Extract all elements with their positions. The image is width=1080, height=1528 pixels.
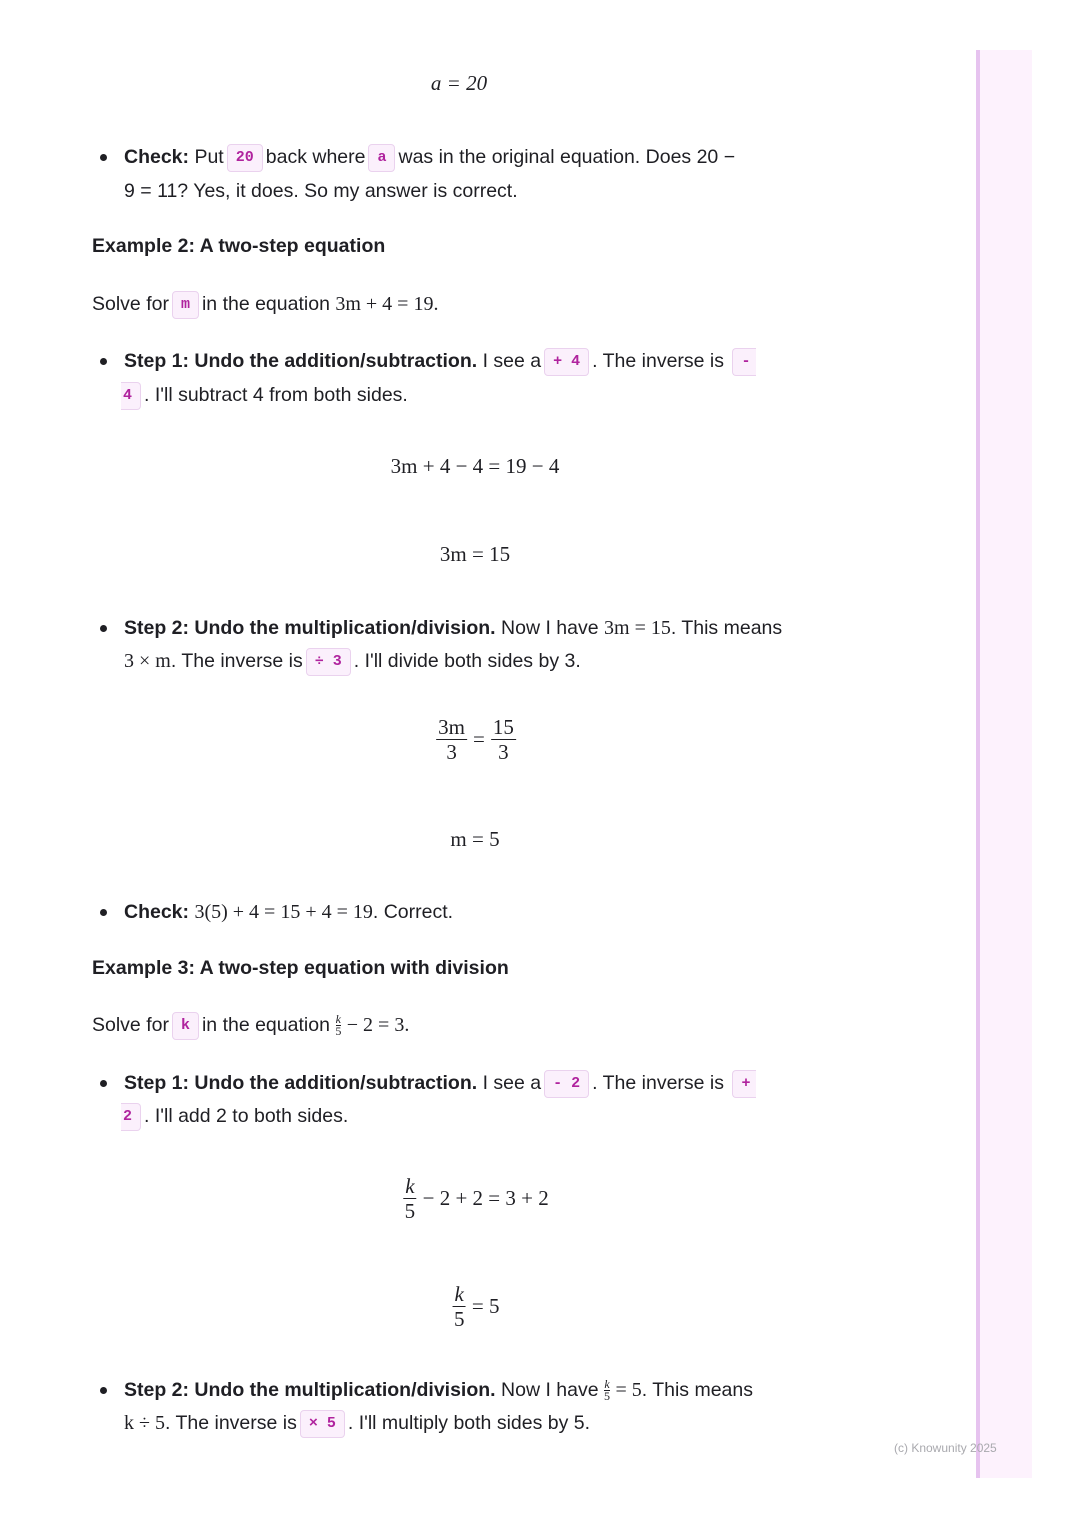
inline-fraction (335, 1014, 341, 1037)
step-label: Step 1: Undo the addition/subtraction. (124, 350, 478, 372)
ex2-check (124, 897, 453, 927)
fraction (491, 715, 516, 764)
math: − 2 = 3. (346, 1014, 410, 1036)
equals: = (473, 727, 485, 751)
text: . Correct. (372, 901, 454, 923)
math: 3m = 15 (604, 617, 671, 639)
text: Now I have (501, 1379, 599, 1401)
text: . I'll divide both sides by 3. (353, 650, 581, 672)
step-label: Step 2: Undo the multiplication/division. (124, 1379, 496, 1401)
bullet (100, 1387, 107, 1394)
fraction-equation (403, 1174, 548, 1223)
check-line-2 (124, 176, 518, 206)
code-chip: 2 (121, 1103, 141, 1131)
code-chip: - 2 (544, 1070, 589, 1098)
check-line-1 (124, 142, 735, 172)
text: I see a (482, 1072, 542, 1094)
example-2-heading: Example 2: A two-step equation (92, 235, 386, 257)
text: Now I have (501, 617, 599, 639)
equation-text: = 5 (471, 1294, 500, 1318)
ex2-step2-line-2 (124, 646, 581, 676)
ex3-step1-line-2 (121, 1101, 348, 1131)
equation-text: − 2 + 2 = 3 + 2 (422, 1186, 549, 1210)
code-chip: + 4 (544, 348, 589, 376)
ex2-step1-line-1 (124, 346, 759, 376)
denominator: 3 (446, 740, 457, 764)
math: 3 × m (124, 650, 171, 672)
code-chip: - (732, 348, 756, 376)
denominator: 5 (404, 1199, 416, 1223)
equation: 3m = 15 (439, 542, 511, 566)
fraction (403, 1174, 416, 1223)
sidebar-accent (976, 50, 1032, 1478)
numerator: k (405, 1174, 415, 1198)
fraction (436, 715, 467, 764)
bullet (100, 909, 107, 916)
math: 3m + 4 = 19. (335, 293, 439, 315)
ex2-step2-line-1 (124, 613, 782, 643)
text: in the equation (201, 293, 330, 315)
denominator: 5 (604, 1389, 611, 1404)
text: Solve for (92, 1014, 169, 1036)
equation: m = 5 (450, 827, 500, 851)
denominator: 5 (335, 1024, 342, 1039)
step-label: Step 2: Undo the multiplication/division. (124, 617, 496, 639)
example-3-prompt (92, 1010, 409, 1040)
example-2-prompt (92, 289, 438, 319)
text: . I'll subtract 4 from both sides. (144, 384, 408, 406)
text: was in the original equation. Does 20 − (398, 146, 736, 168)
code-chip: ÷ 3 (306, 648, 351, 676)
code-chip: × 5 (300, 1410, 345, 1438)
text: . This means (641, 1379, 753, 1401)
math: = 5 (615, 1379, 642, 1401)
bullet (100, 1080, 107, 1087)
equation: 3m + 4 − 4 = 19 − 4 (390, 454, 560, 478)
fraction (453, 1282, 466, 1331)
numerator: 3m (438, 715, 465, 739)
check-label: Check: (124, 901, 190, 923)
text: . The inverse is (164, 1412, 297, 1434)
code-chip: k (172, 1012, 199, 1040)
text: 9 = 11? Yes, it does. So my answer is correct. (124, 180, 518, 202)
text: . The inverse is (592, 350, 725, 372)
inline-fraction (604, 1379, 610, 1402)
equation-text: a = 20 (430, 71, 488, 95)
numerator: k (335, 1012, 341, 1027)
denominator: 3 (498, 740, 509, 764)
ex3-step2-line-2 (124, 1408, 590, 1438)
text: . This means (670, 617, 783, 639)
text: . I'll add 2 to both sides. (144, 1105, 349, 1127)
check-label: Check: (124, 146, 190, 168)
ex2-step1-line-2 (121, 380, 408, 410)
code-chip: a (368, 144, 395, 172)
text: . I'll multiply both sides by 5. (347, 1412, 591, 1434)
code-chip: 4 (121, 382, 141, 410)
ex3-step2-line-1 (124, 1375, 753, 1405)
text: I see a (482, 350, 542, 372)
fraction-equation (453, 1282, 500, 1331)
bullet (100, 154, 107, 161)
numerator: k (454, 1282, 464, 1306)
numerator: 15 (492, 715, 514, 739)
numerator: k (604, 1377, 610, 1392)
code-chip: 20 (227, 144, 263, 172)
fraction-equation (436, 715, 516, 764)
text: Put (194, 146, 224, 168)
text: in the equation (201, 1014, 330, 1036)
example-3-heading: Example 3: A two-step equation with division (92, 957, 509, 979)
code-chip: + (732, 1070, 756, 1098)
step-label: Step 1: Undo the addition/subtraction. (124, 1072, 478, 1094)
code-chip: m (172, 291, 199, 319)
ex3-step1-line-1 (124, 1068, 759, 1098)
bullet (100, 358, 107, 365)
denominator: 5 (453, 1307, 465, 1331)
text: . The inverse is (592, 1072, 725, 1094)
copyright-footer: (c) Knowunity 2025 (894, 1441, 997, 1455)
math: 3(5) + 4 = 15 + 4 = 19 (194, 901, 373, 923)
text: . The inverse is (170, 650, 303, 672)
math: k ÷ 5 (124, 1412, 165, 1434)
bullet (100, 625, 107, 632)
equation-a-20 (431, 71, 487, 96)
text: back where (265, 146, 366, 168)
text: Solve for (92, 293, 169, 315)
